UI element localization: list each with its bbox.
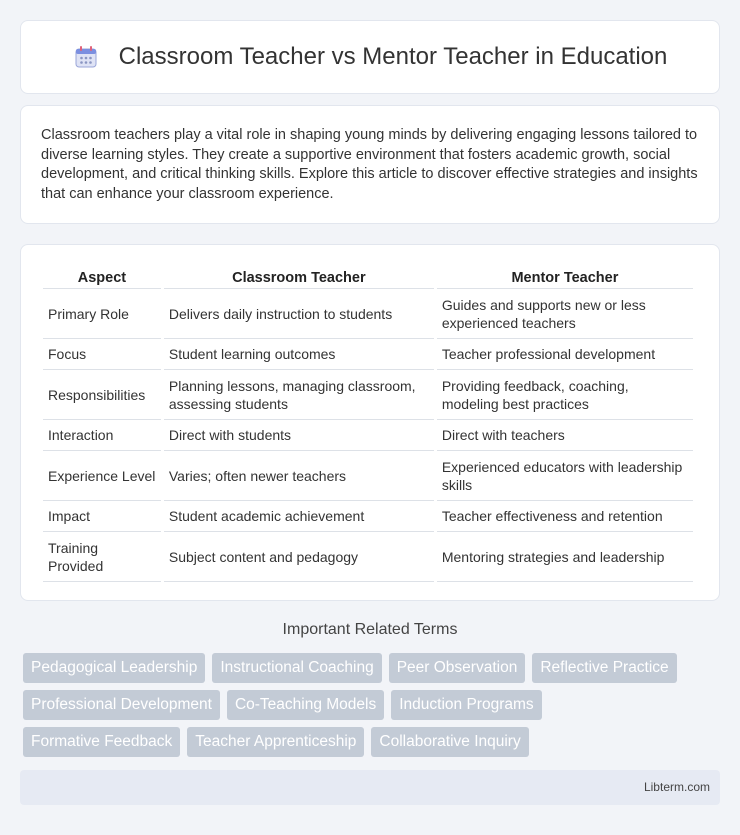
- tag-teacher-apprenticeship[interactable]: Teacher Apprenticeship: [187, 727, 364, 757]
- tag-reflective-practice[interactable]: Reflective Practice: [532, 653, 676, 683]
- footer-site-link[interactable]: Libterm.com: [643, 780, 710, 794]
- tag-row: [23, 690, 723, 720]
- tag-professional-development[interactable]: Professional Development: [23, 690, 220, 720]
- table-row: [43, 420, 693, 451]
- header-card: [20, 20, 720, 94]
- page-title: Classroom Teacher vs Mentor Teacher in Education: [118, 43, 668, 70]
- table-header-row: [43, 265, 693, 289]
- intro-card: [20, 105, 720, 224]
- row-aspect: Responsibilities: [43, 370, 161, 420]
- row-classroom-value: Student academic achievement: [164, 501, 434, 532]
- row-mentor-value: Guides and supports new or less experienced teachers: [437, 289, 693, 339]
- row-mentor-value: Mentoring strategies and leadership: [437, 532, 693, 582]
- intro-text: Classroom teachers play a vital role in shaping young minds by delivering engaging lessons tailored to diverse learning styles. They create a supportive environment that fosters academic growth, social development, and critical thinking skills. Explore this article to discover effective strategies and insights that can enhance your classroom experience.: [41, 127, 698, 202]
- table-row: [43, 370, 693, 420]
- header-classroom-teacher: Classroom Teacher: [164, 265, 434, 289]
- tag-row: [23, 653, 723, 683]
- row-classroom-value: Direct with students: [164, 420, 434, 451]
- row-aspect: Focus: [43, 339, 161, 370]
- row-mentor-value: Experienced educators with leadership skills: [437, 451, 693, 501]
- table-row: [43, 501, 693, 532]
- table-row: [43, 289, 693, 339]
- related-terms-tags: [23, 653, 723, 764]
- row-aspect: Primary Role: [43, 289, 161, 339]
- tag-collaborative-inquiry[interactable]: Collaborative Inquiry: [371, 727, 528, 757]
- tag-co-teaching-models[interactable]: Co-Teaching Models: [227, 690, 384, 720]
- tag-instructional-coaching[interactable]: Instructional Coaching: [212, 653, 381, 683]
- row-aspect: Interaction: [43, 420, 161, 451]
- tag-induction-programs[interactable]: Induction Programs: [391, 690, 541, 720]
- table-row: [43, 532, 693, 582]
- header-aspect: Aspect: [43, 265, 161, 289]
- table-row: [43, 451, 693, 501]
- row-aspect: Training Provided: [43, 532, 161, 582]
- tag-pedagogical-leadership[interactable]: Pedagogical Leadership: [23, 653, 205, 683]
- row-aspect: Impact: [43, 501, 161, 532]
- tag-peer-observation[interactable]: Peer Observation: [389, 653, 526, 683]
- row-classroom-value: Student learning outcomes: [164, 339, 434, 370]
- tag-formative-feedback[interactable]: Formative Feedback: [23, 727, 180, 757]
- row-mentor-value: Teacher professional development: [437, 339, 693, 370]
- table-row: [43, 339, 693, 370]
- row-classroom-value: Varies; often newer teachers: [164, 451, 434, 501]
- tag-row: [23, 727, 723, 757]
- row-mentor-value: Direct with teachers: [437, 420, 693, 451]
- row-mentor-value: Providing feedback, coaching, modeling best practices: [437, 370, 693, 420]
- row-classroom-value: Planning lessons, managing classroom, assessing students: [164, 370, 434, 420]
- row-classroom-value: Delivers daily instruction to students: [164, 289, 434, 339]
- comparison-table-card: [20, 244, 720, 601]
- comparison-table: [40, 265, 696, 582]
- header-mentor-teacher: Mentor Teacher: [437, 265, 693, 289]
- calendar-icon: [73, 44, 99, 70]
- row-classroom-value: Subject content and pedagogy: [164, 532, 434, 582]
- footer: [20, 770, 720, 805]
- related-terms-title: Important Related Terms: [282, 621, 458, 638]
- row-mentor-value: Teacher effectiveness and retention: [437, 501, 693, 532]
- row-aspect: Experience Level: [43, 451, 161, 501]
